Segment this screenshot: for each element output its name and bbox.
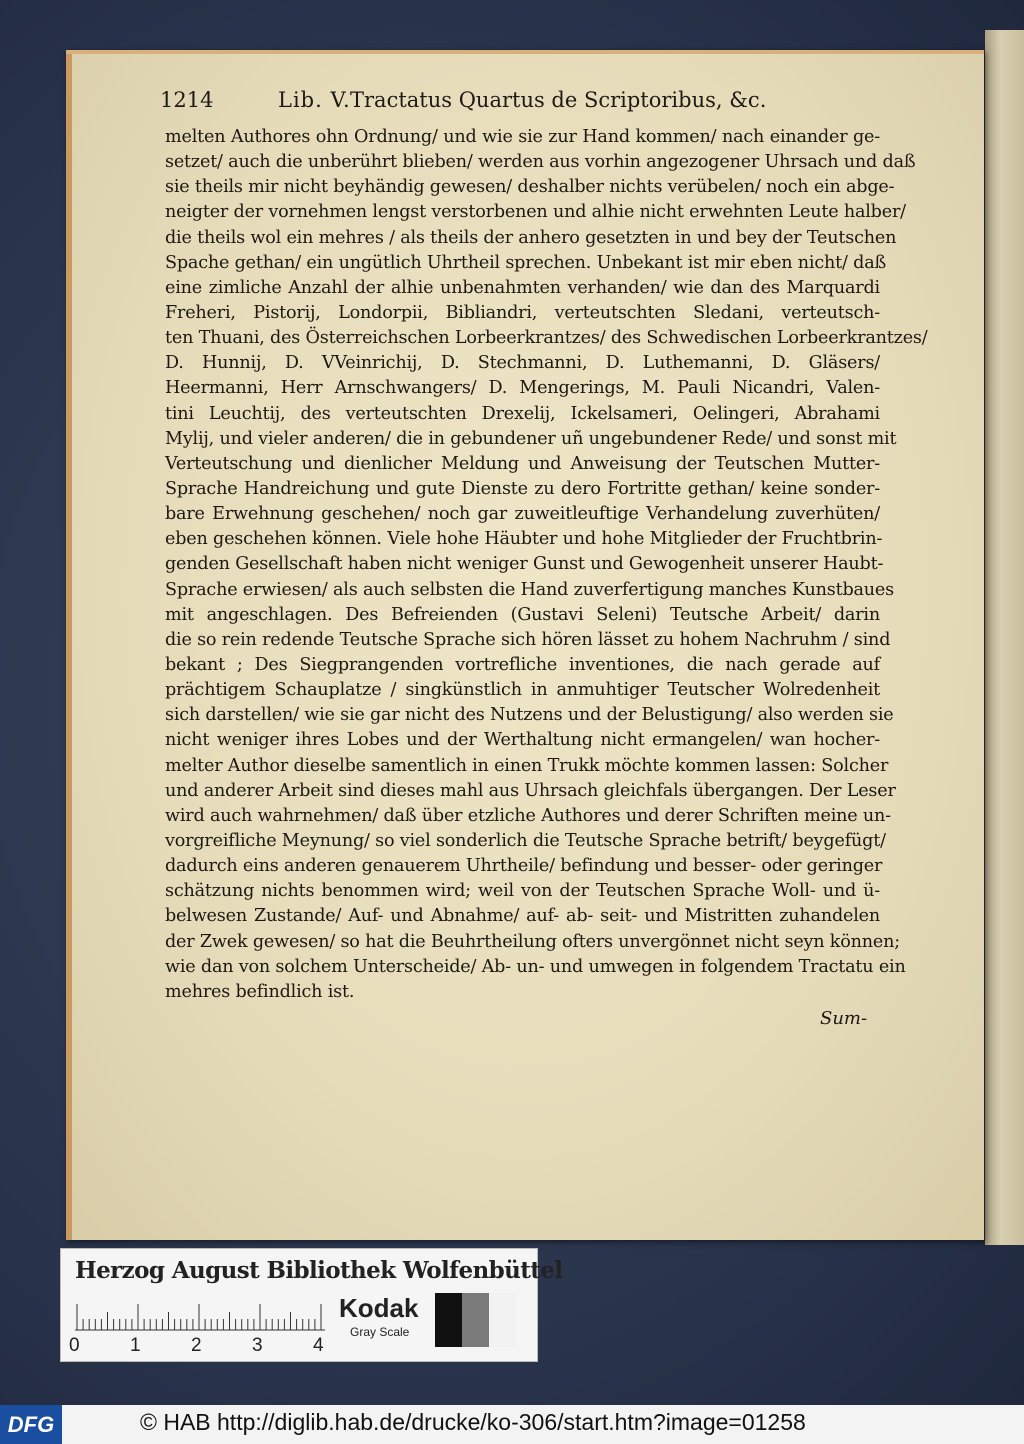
copyright-link[interactable]: © HAB http://diglib.hab.de/drucke/ko-306/start.htm?image=01258 [140,1409,806,1435]
text-line: und anderer Arbeit sind dieses mahl aus Uhrsach gleichfals übergangen. Der Leser [165,780,896,801]
text-line: melten Authores ohn Ordnung/ und wie sie zur Hand kommen/ nach einander ge- [165,127,880,147]
ruler-labels [69,1335,329,1355]
kodak-logo: Kodak [339,1293,419,1323]
text-line: ten Thuani, des Österreichschen Lorbeerkrantzes/ des Schwedischen Lorbeerkrantzes/ [165,328,928,349]
text-line: schätzung nichts benommen wird; weil von der Teutschen Sprache Woll- und ü- [165,881,880,902]
ruler-label: 2 [191,1335,202,1356]
text-line: eine zimliche Anzahl der alhie unbenahmten verhanden/ wie dan des Marquardi [165,277,880,298]
book-number: Lib. V. [278,88,351,112]
catchword: Sum- [820,1008,868,1029]
body-text [165,125,928,1005]
gray-swatch [462,1293,489,1347]
ruler-scale [75,1301,325,1331]
running-title: Tractatus Quartus de Scriptoribus, &c. [350,88,767,112]
text-line: der Zwek gewesen/ so hat die Beuhrtheilung ofters unvergönnet nicht seyn können; [165,931,900,952]
library-name: Herzog August Bibliothek Wolfenbüttel [75,1257,563,1284]
text-line: mehres befindlich ist. [165,981,355,1002]
text-line: eben geschehen können. Viele hohe Häubter und hohe Mitglieder der Fruchtbrin- [165,529,883,550]
text-line: die theils wol ein mehres / als theils der anhero gesetzten in und bey der Teutschen [165,227,897,248]
ruler-label: 4 [313,1335,324,1356]
text-line: bare Erwehnung geschehen/ noch gar zuweitleuftige Verhandelung zuverhüten/ [165,504,880,525]
text-line: Freheri, Pistorij, Londorpii, Bibliandri, verteutschten Sledani, verteutsch- [165,302,880,323]
text-line: wird auch wahrnehmen/ daß über etzliche Authores und derer Schriften meine un- [165,805,891,826]
text-line: Verteutschung und dienlicher Meldung und Anweisung der Teutschen Mutter- [165,453,880,474]
text-line: Spache gethan/ ein ungütlich Uhrtheil sprechen. Unbekant ist mir eben nicht/ daß [165,252,887,273]
gray-scale-label: Gray Scale [350,1325,410,1339]
ruler-label: 0 [69,1335,80,1356]
ruler-label: 1 [130,1335,141,1356]
text-line: belwesen Zustande/ Auf- und Abnahme/ auf- ab- seit- und Mistritten zuhandelen [165,906,880,927]
text-line: D. Hunnij, D. VVeinrichij, D. Stechmanni, D. Luthemanni, D. Gläsers/ [165,353,880,374]
text-line: mit angeschlagen. Des Befreienden (Gustavi Seleni) Teutsche Arbeit/ darin [165,604,880,625]
running-head [160,88,860,112]
text-line: sich darstellen/ wie sie gar nicht des Nutzens und der Belustigung/ also werden sie [165,705,894,726]
text-line: bekant ; Des Siegprangenden vortrefliche inventiones, die nach gerade auf [165,654,880,675]
color-calibration-card [60,1248,563,1362]
gray-swatch [435,1293,462,1347]
text-line: vorgreifliche Meynung/ so viel sonderlich die Teutsche Sprache betrift/ beygefügt/ [165,830,886,851]
text-line: neigter der vornehmen lengst verstorbenen und alhie nicht erwehnten Leute halber/ [165,202,906,223]
dfg-logo: DFG [0,1405,62,1444]
text-line: sie theils mir nicht beyhändig gewesen/ deshalber nichts verübelen/ noch ein abge- [165,177,895,198]
text-line: prächtigem Schauplatze / singkünstlich in anmuhtiger Teutscher Wolredenheit [165,680,880,701]
text-line: nicht weniger ihres Lobes und der Werthaltung nicht ermangelen/ wan hocher- [165,730,880,751]
page-number: 1214 [160,88,214,112]
text-line: die so rein redende Teutsche Sprache sich hören lässet zu hohem Nachruhm / sind [165,629,891,650]
text-line: setzet/ auch die unberührt blieben/ werden aus vorhin angezogener Uhrsach und daß [165,152,916,173]
text-line: Mylij, und vieler anderen/ die in gebundener uñ ungebundener Rede/ und sonst mit [165,428,897,449]
text-line: Sprache Handreichung und gute Dienste zu dero Fortritte gethan/ keine sonder- [165,478,880,499]
text-line: genden Gesellschaft haben nicht weniger Gunst und Gewogenheit unserer Haubt- [165,554,884,575]
text-line: Heermanni, Herr Arnschwangers/ D. Mengerings, M. Pauli Nicandri, Valen- [165,378,880,399]
text-line: melter Author dieselbe samentlich in einen Trukk möchte kommen lassen: Solcher [165,755,889,776]
text-line: dadurch eins anderen genauerem Uhrtheile/ befindung und besser- oder geringer [165,856,883,877]
ruler-label: 3 [252,1335,263,1356]
adjacent-page-edge [985,30,1024,1245]
gray-swatch [489,1293,516,1347]
text-line: wie dan von solchem Unterscheide/ Ab- un- und umwegen in folgendem Tractatu ein [165,956,906,977]
text-line: Sprache erwiesen/ als auch selbsten die Hand zuverfertigung manches Kunstbaues [165,579,894,600]
text-line: tini Leuchtij, des verteutschten Drexelij, Ickelsameri, Oelingeri, Abrahami [165,403,880,424]
